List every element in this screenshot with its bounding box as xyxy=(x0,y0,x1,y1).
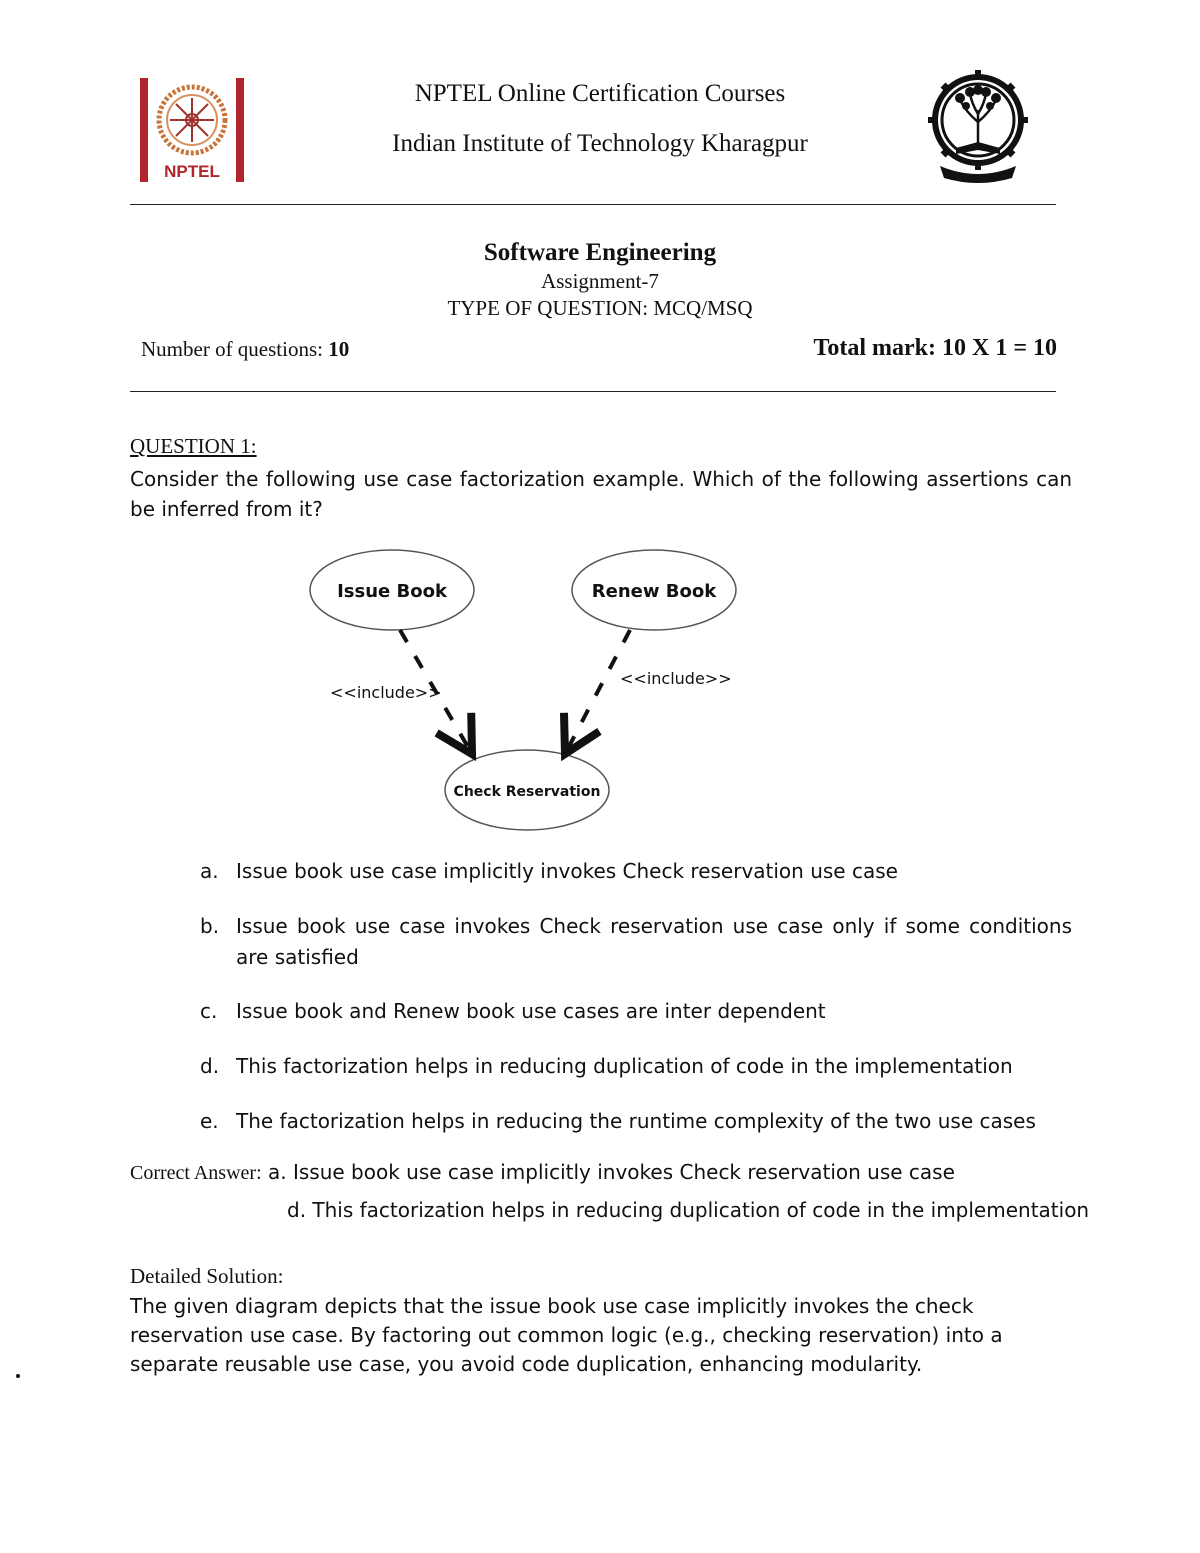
number-of-questions-label: Number of questions: xyxy=(141,337,323,361)
nptel-logo-text: NPTEL xyxy=(164,162,220,181)
correct-answer-line-1: a. Issue book use case implicitly invokes Check reservation use case xyxy=(268,1160,955,1184)
option-letter: e. xyxy=(200,1109,219,1133)
option-text: The factorization helps in reducing the runtime complexity of the two use cases xyxy=(236,1109,1036,1133)
total-mark xyxy=(814,335,1057,362)
question-type-label: TYPE OF QUESTION: MCQ/MSQ xyxy=(447,296,753,320)
solution-text: The given diagram depicts that the issue book use case implicitly invokes the check reservation use case. By factoring out common logic (e.g., checking reservation) into a separate reusable use case, you avoid code duplication, enhancing modularity. xyxy=(130,1294,1003,1376)
include-arrow-renew-book xyxy=(565,630,630,754)
option-letter: d. xyxy=(200,1054,220,1078)
option-text: Issue book use case invokes Check reservation use case only if some conditions are satisfied xyxy=(236,914,1072,969)
correct-answer-label: Correct Answer: xyxy=(130,1162,262,1184)
use-case-issue-book-label: Issue Book xyxy=(337,581,447,602)
option-letter: a. xyxy=(200,859,219,883)
option-letter: c. xyxy=(200,999,218,1023)
option-letter: b. xyxy=(200,914,220,938)
option-text: Issue book use case implicitly invokes Check reservation use case xyxy=(236,859,898,883)
page-mark xyxy=(16,1374,20,1378)
solution-heading: Detailed Solution: xyxy=(130,1264,284,1288)
correct-answer xyxy=(130,1160,955,1185)
number-of-questions-value: 10 xyxy=(328,337,350,361)
total-mark-label: Total mark: xyxy=(813,335,936,361)
option-e xyxy=(200,1106,1072,1137)
include-label-renew-book: <<include>> xyxy=(620,669,732,688)
question-heading: QUESTION 1: xyxy=(130,434,257,458)
option-d xyxy=(200,1051,1072,1082)
header-line-1: NPTEL Online Certification Courses xyxy=(414,80,786,107)
option-text: Issue book and Renew book use cases are inter dependent xyxy=(236,999,826,1023)
correct-answer-line-2: d. This factorization helps in reducing duplication of code in the implementation xyxy=(287,1198,1090,1222)
assignment-label: Assignment-7 xyxy=(541,269,659,293)
meta-divider xyxy=(130,391,1056,392)
option-c xyxy=(200,996,1072,1027)
option-text: This factorization helps in reducing duplication of code in the implementation xyxy=(236,1054,1013,1078)
header-line-2: Indian Institute of Technology Kharagpur xyxy=(392,130,808,157)
include-label-issue-book: <<include>> xyxy=(330,683,442,702)
header-divider xyxy=(130,204,1056,205)
use-case-diagram xyxy=(290,540,760,840)
option-a xyxy=(200,856,1072,887)
total-mark-value: 10 X 1 = 10 xyxy=(941,335,1057,361)
course-title: Software Engineering xyxy=(483,239,717,266)
option-b xyxy=(200,911,1072,973)
use-case-check-reservation-label: Check Reservation xyxy=(453,784,601,800)
number-of-questions xyxy=(141,337,349,362)
question-text: Consider the following use case factorization example. Which of the following assertions can be inferred from it? xyxy=(130,467,1072,521)
use-case-renew-book-label: Renew Book xyxy=(591,581,717,602)
